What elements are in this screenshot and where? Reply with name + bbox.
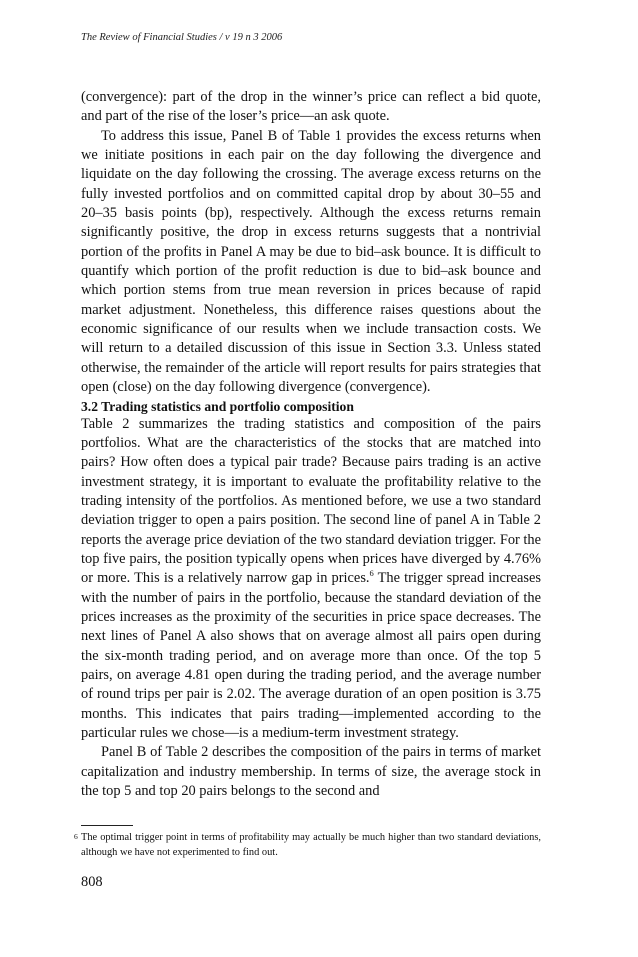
footnote-reference[interactable]: 6 <box>369 568 374 579</box>
paragraph-2: To address this issue, Panel B of Table 1 provides the excess returns when we initiate positions in each pair on the day following the divergence and liquidate on the day following the crossing. The average excess returns on the fully invested portfolios and on committed capital drop by about 30–55 and 20–35 basis points (bp), respectively. Although the excess returns remain significantly positive, the drop in excess returns suggests that a nontrivial portion of the profits in Panel A may be due to bid–ask bounce. It is difficult to quantify which portion of the profit reduction is due to bid–ask bounce and which portion stems from true mean reversion in prices because of rapid market adjustment. Nonetheless, this difference raises questions about the economic significance of our results when we include transaction costs. We will return to a detailed discussion of this issue in Section 3.3. Unless stated otherwise, the remainder of the article will report results for pairs strategies that open (close) on the day following divergence (convergence). <box>81 127 541 396</box>
paragraph-3-part-b: The trigger spread increases with the number of pairs in the portfolio, because the standard deviation of the prices increases as the proximity of the securities in price space decreases. The next lines of Panel A also shows that on average almost all pairs open during the six-month trading period, and on average more than once. Of the top 5 pairs, on average 4.81 open during the trading period, and the average number of round trips per pair is 2.02. The average duration of an open position is 3.75 months. This indicates that pairs trading—implemented according to the particular rules we chose—is a medium-term investment strategy. <box>81 570 541 741</box>
footnote <box>74 831 541 860</box>
body-text <box>81 88 541 801</box>
footnote-divider <box>81 825 133 826</box>
section-heading: 3.2 Trading statistics and portfolio composition <box>81 398 354 414</box>
paragraph-3-part-a: Table 2 summarizes the trading statistics and composition of the pairs portfolios. What are the characteristics of the stocks that are matched into pairs? How often does a typical pair trade? Because pairs trading is an active investment strategy, it is important to evaluate the profitability relative to the trading intensity of the portfolios. As mentioned before, we use a two standard deviation trigger to open a pairs position. The second line of panel A in Table 2 reports the average price deviation of the two standard deviation trigger. For the top five pairs, the position typically opens when prices have diverged by 4.76% or more. This is a relatively narrow gap in prices. <box>81 415 541 587</box>
footnote-mark: 6 <box>74 832 78 841</box>
page-number: 808 <box>81 874 103 890</box>
paragraph-3 <box>81 415 541 744</box>
running-head: The Review of Financial Studies / v 19 n 3 2006 <box>81 32 283 43</box>
paragraph-1: (convergence): part of the drop in the winner’s price can reflect a bid quote, and part of the rise of the loser’s price—an ask quote. <box>81 89 541 125</box>
footnote-text: The optimal trigger point in terms of profitability may actually be much higher than two standard deviations, although we have not experimented to find out. <box>81 832 541 858</box>
paragraph-4: Panel B of Table 2 describes the composition of the pairs in terms of market capitalization and industry membership. In terms of size, the average stock in the top 5 and top 20 pairs belongs to the second and <box>81 744 541 800</box>
